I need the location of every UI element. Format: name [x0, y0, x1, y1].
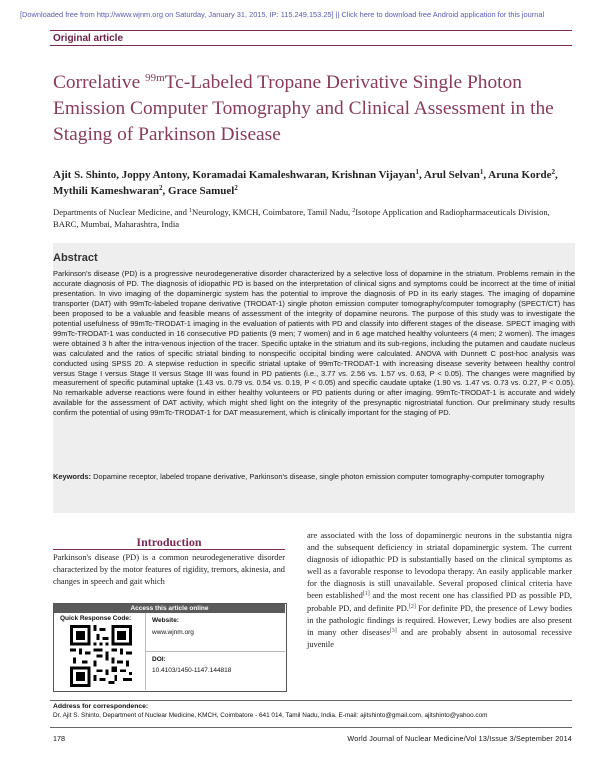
keywords	[53, 472, 568, 482]
correspondence-rule	[50, 700, 572, 701]
abstract-text: Parkinson's disease (PD) is a progressive neurodegenerative disorder characterized by a selective loss of dopamine in the striatum. Problems remain in the accurate diagnosis of PD. The diagnosis of idiopathic PD is based on the interpretation of clinical signs and symptoms could be incorrect at the time of initial presentation. In vivo imaging of the dopaminergic system has the potential to improve the diagnosis of PD in its early stages. The imaging of dopamine transporter (DAT) with 99mTc-labeled tropane derivative (TRODAT-1) single photon emission computer tomography/computer tomography (SPECT/CT) has been proposed to be a valuable and feasible means of assessment of the integrity of dopamine neurons. The purpose of this study was to investigate the potential usefulness of 99mTc-TRODAT-1 imaging in the evaluation of patients with PD and classify into different stages of the disease. SPECT imaging with 99mTc-TRODAT-1 was conducted in 16 consecutive PD patients (9 men; 7 women) and in 6 age matched healthy volunteers (4 men; 2 women). The images were obtained 3 h after the intra-venous injection of the tracer. Specific uptake in the striatum and its sub-regions, including the putamen and caudate nucleus was calculated and the ratios of specific striatal binding to nonspecific occipital binding were calculated. ANOVA with Dunnett C post-hoc analysis was conducted using SPSS 20. A stepwise reduction in specific striatal uptake of 99mTc-TRODAT-1 with increasing disease severity between healthy control versus Stage I versus Stage II versus Stage III was found in PD patients (i.e., 3.77 vs. 2.56 vs. 1.57 vs. 0.63, P < 0.05). The changes were magnified by measurement of specific putaminal uptake (1.43 vs. 0.79 vs. 0.54 vs. 0.19, P < 0.05) and specific caudate uptake (1.90 vs. 1.47 vs. 0.73 vs. 0.27, P < 0.05). No remarkable adverse reactions were found in either healthy volunteers or PD patients during or after imaging. 99mTc-TRODAT-1 is accurate and widely available for the assessment of DAT activity, which might shed light on the integrity of the presynaptic nigrostriatal function. Our preliminary study results confirm the potential of using 99mTc-TRODAT-1 for DAT measurement, which is clinically important for the staging of PD.	[53, 269, 575, 418]
reference-3-link[interactable]: [3]	[389, 627, 397, 634]
author-affiliation-sup: 1	[415, 168, 419, 176]
introduction-right-column	[307, 530, 572, 651]
title-isotope-sup: 99m	[145, 72, 165, 84]
doi-value[interactable]: 10.4103/1450-1147.144818	[152, 667, 232, 674]
affiliations	[53, 206, 575, 230]
doi-label: DOI:	[152, 656, 166, 663]
title-main: Tc-Labeled Tropane Derivative Single Photon Emission Computer Tomography and Clinical Assessment in the Staging of Parkinson Disease	[53, 72, 554, 145]
website-label: Website:	[152, 617, 179, 624]
intro-text-3: For definite PD, the presence of Lewy bodies in the pathologic findings is required. However, Lewy bodies are also present in many other diseases	[307, 603, 572, 637]
author-name: Ajit S. Shinto	[53, 169, 117, 181]
introduction-heading: Introduction	[136, 535, 202, 549]
affil-b: Neurology, KMCH, Coimbatore, Tamil Nadu,	[192, 207, 353, 217]
author-affiliation-sup: 2	[234, 183, 238, 192]
author-affiliation-sup: 1	[479, 168, 484, 176]
correspondence-text: Dr. Ajit S. Shinto, Department of Nuclear Medicine, KMCH, Coimbatore - 641 014, Tamil Nadu, India. E-mail: ajitshinto@gmail.com, ajitshinto@yahoo.com	[53, 712, 488, 719]
header-rule-bottom	[50, 45, 572, 46]
page-number: 178	[53, 734, 65, 743]
author-list: Ajit S. Shinto, Joppy Antony, Koramadai Kamaleshwaran, Krishnan Vijayan$^1$, Arul Selvan$^1$, Aruna Korde$^2$, Mythili Kameshwaran$^2$, Grace Samuel$^2$	[53, 168, 558, 197]
keywords-text: Dopamine receptor, labeled tropane derivative, Parkinson's disease, single photon emission computer tomography-computer tomography	[93, 472, 545, 481]
header-rule-top	[50, 30, 572, 31]
author-name: Koramadai Kamaleshwaran	[192, 169, 326, 181]
website-link[interactable]: www.wjnm.org	[152, 629, 194, 636]
article-title	[53, 70, 575, 148]
correspondence-heading: Address for correspondence:	[53, 703, 149, 710]
keywords-label: Keywords:	[53, 472, 92, 481]
author-affiliation-sup: 2	[551, 168, 555, 176]
reference-2-link[interactable]: [2]	[408, 603, 416, 610]
qr-code-label: Quick Response Code:	[60, 615, 132, 622]
introduction-rule	[53, 549, 285, 550]
intro-text-4: and are probably absent in autosomal recessive juvenile	[307, 627, 572, 649]
author-name: Mythili Kameshwaran	[53, 184, 160, 197]
author-affiliation-sup: 2	[159, 183, 163, 192]
footer-rule	[50, 727, 572, 728]
intro-text-1: are associated with the loss of dopaminergic neurons in the substantia nigra and the subsequent deficiency in striatal dopaminergic system. The current diagnosis of idiopathic PD is substantially based on the clinical symptoms as well as a favorable response to levodopa therapy. An easily applicable marker for the diagnosis is still unavailable. Several proposed clinical criteria have been established	[307, 531, 572, 601]
affil-a: Departments of Nuclear Medicine, and	[53, 207, 190, 217]
download-banner[interactable]: [Downloaded free from http://www.wjnm.org on Saturday, January 31, 2015, IP: 115.249.153.25] || Click here to download free Android application for this journal	[20, 10, 545, 19]
section-label: Original article	[53, 33, 124, 44]
qr-code-image[interactable]	[70, 625, 132, 687]
affil-b-sup: 2	[352, 208, 356, 214]
reference-1-link[interactable]: [1]	[362, 591, 370, 598]
introduction-left-column: Parkinson's disease (PD) is a common neurodegenerative disorder characterized by the motor features of rigidity, tremors, akinesia, and changes in speech and gait which	[53, 553, 285, 587]
access-box-divider-horizontal	[145, 651, 285, 652]
author-name: Joppy Antony	[121, 169, 187, 181]
abstract-heading: Abstract	[53, 252, 98, 264]
intro-text-2: and the most recent one has classified PD as possible PD, probable PD, and definite PD.	[307, 591, 572, 613]
author-name: Krishnan Vijayan	[331, 169, 416, 181]
affil-a-sup: 1	[189, 208, 193, 214]
journal-citation: World Journal of Nuclear Medicine/Vol 13/Issue 3/September 2014	[347, 734, 572, 743]
access-online-heading: Access this article online	[54, 604, 285, 613]
author-name: Grace Samuel	[168, 184, 235, 197]
title-prefix: Correlative	[53, 72, 146, 93]
author-name: Aruna Korde	[488, 169, 552, 181]
affil-c: Isotope Application and Radiopharmaceuticals Division, BARC, Mumbai, Maharashtra, India	[53, 207, 550, 229]
author-name: Arul Selvan	[423, 169, 480, 181]
